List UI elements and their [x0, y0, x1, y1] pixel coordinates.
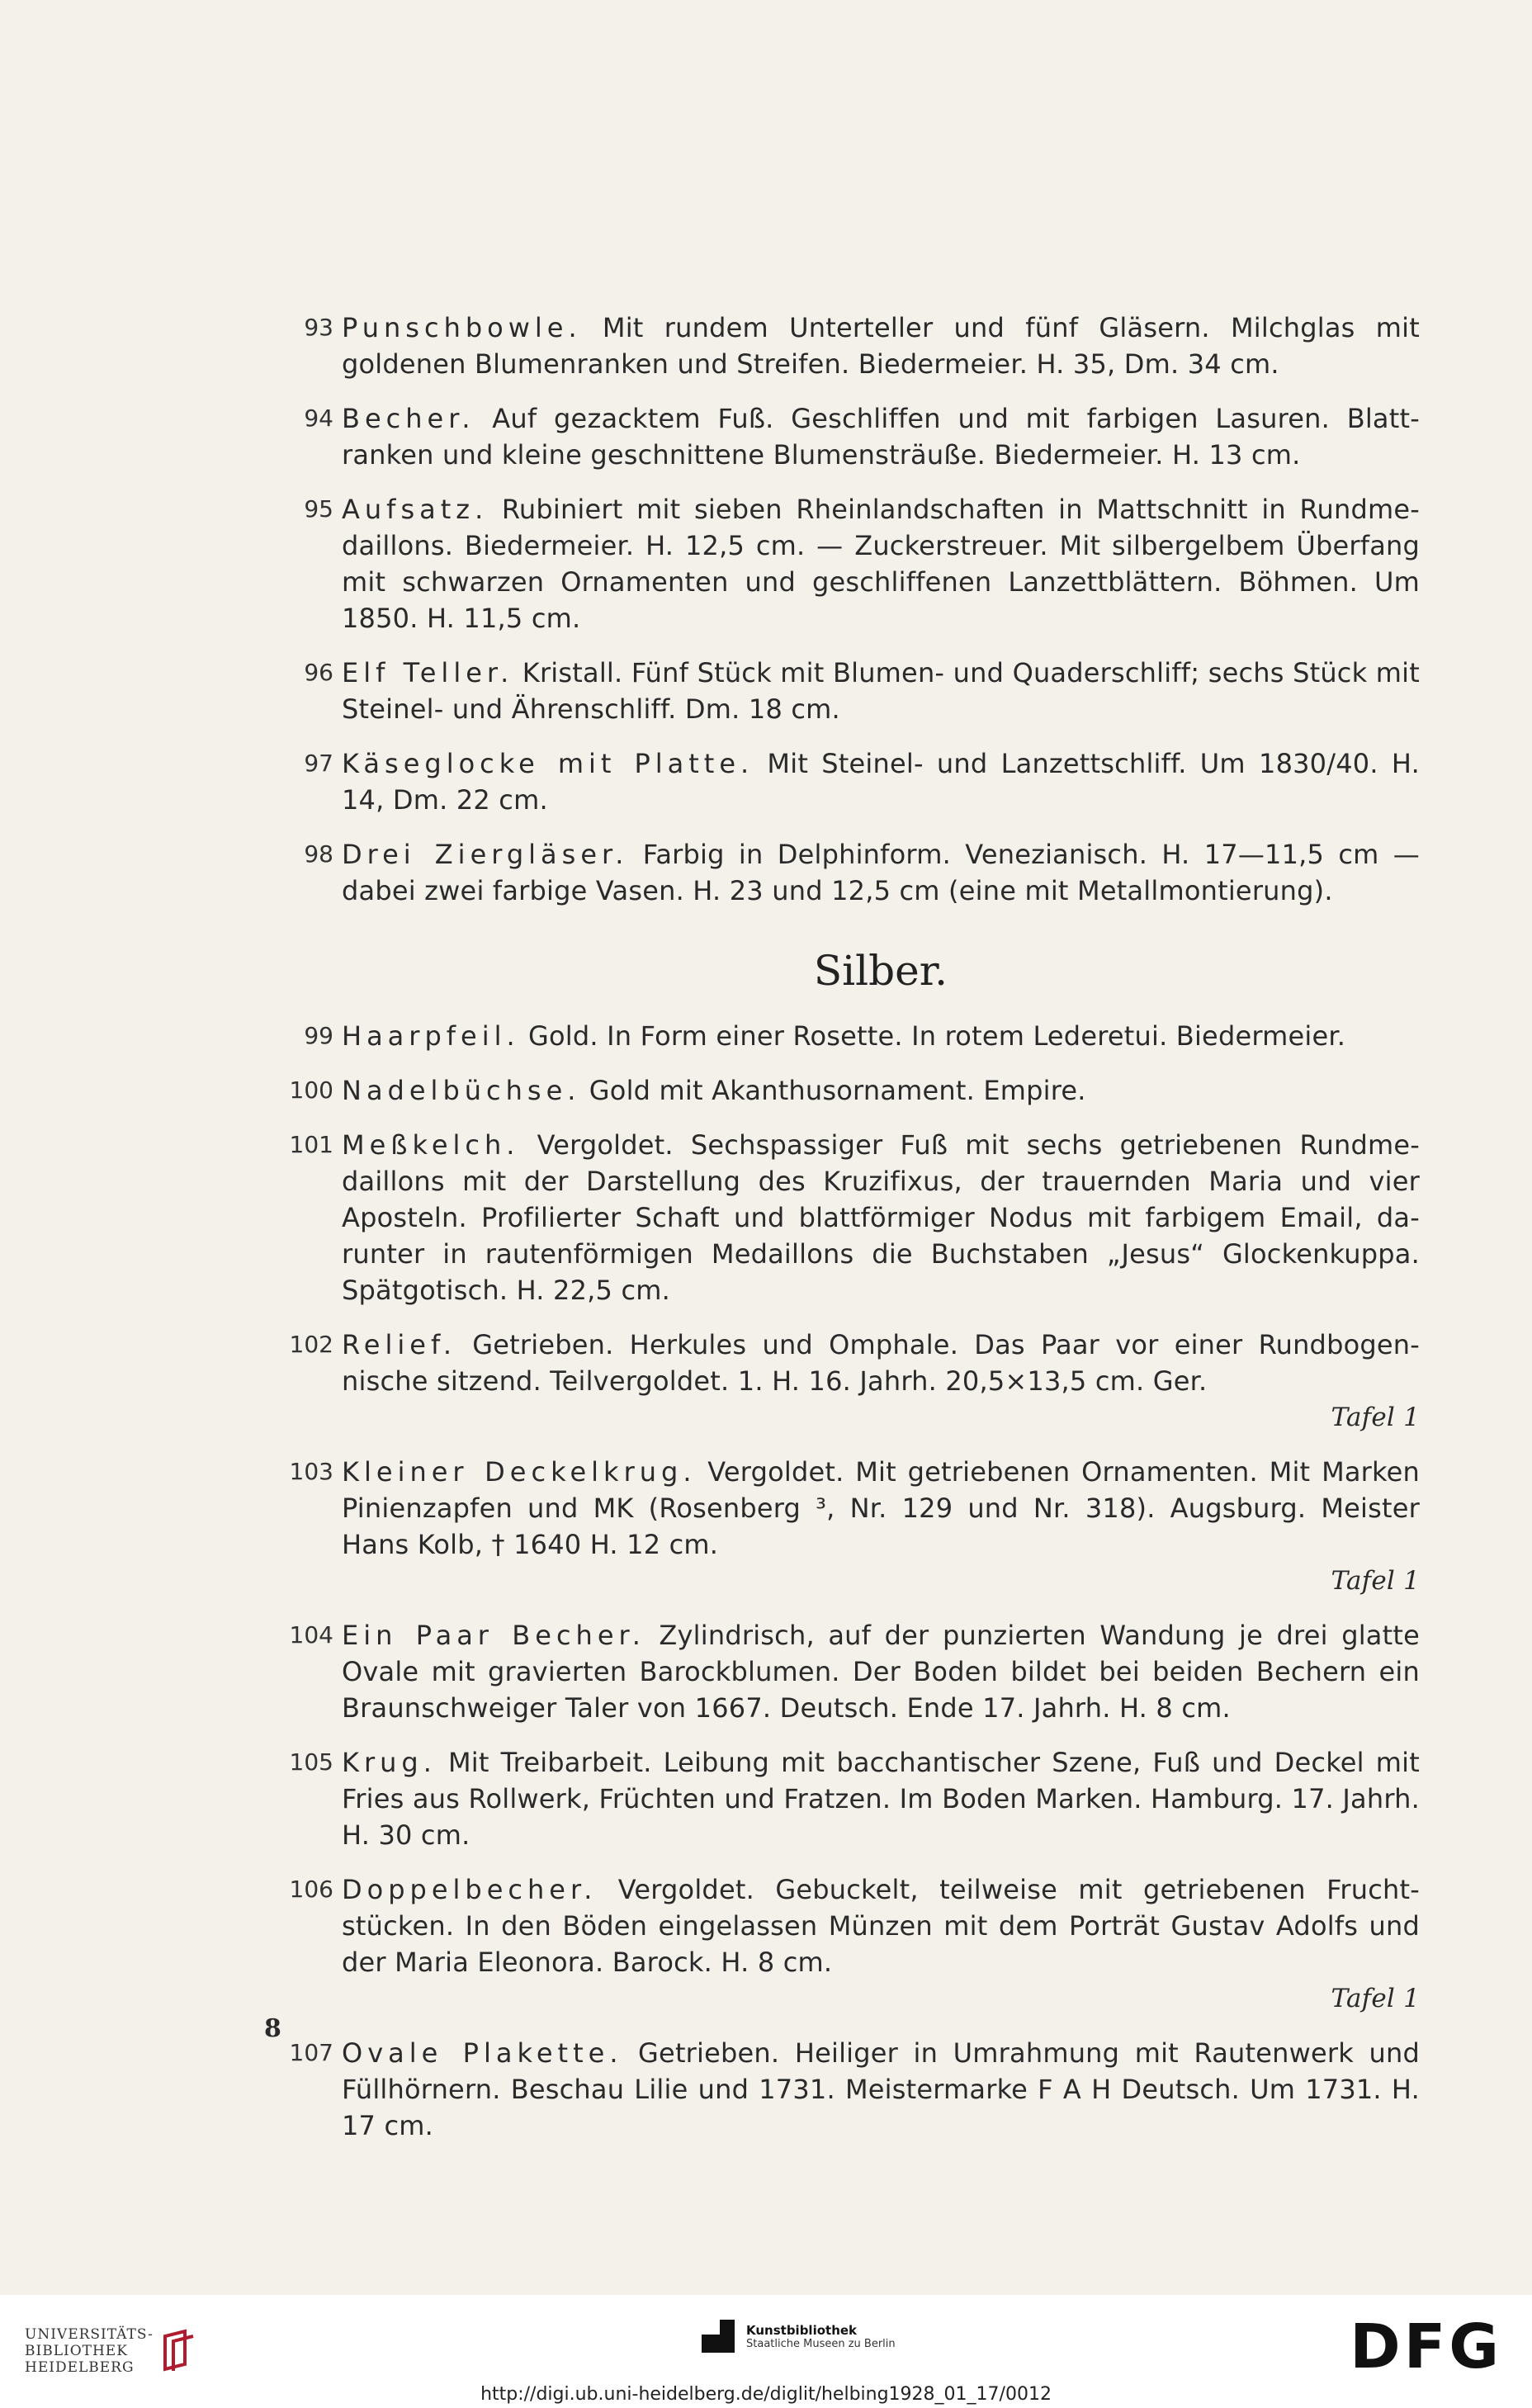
- entry-text: [342, 2035, 1420, 2144]
- dfg-logo[interactable]: DFG: [1350, 2311, 1502, 2382]
- entry-title: Ovale Plakette.: [342, 2037, 623, 2069]
- entry-number: 94: [304, 404, 333, 432]
- entry-text: [342, 836, 1420, 909]
- plate-reference: Tafel 1: [1331, 1984, 1420, 2013]
- entry-text: [342, 1072, 1420, 1109]
- entry-description: Farbig in Delphinform. Venezianisch. H. 17—11,5 cm — dabei zwei farbige Vasen. H. 23 und 12,5 cm (eine mit Metallmontierung).: [342, 839, 1421, 906]
- plate-reference: Tafel 1: [1331, 1566, 1420, 1596]
- entry-number: 100: [289, 1076, 333, 1104]
- entry-text: [342, 1617, 1420, 1726]
- entry-number: 99: [304, 1022, 333, 1049]
- entry-number: 103: [289, 1458, 333, 1485]
- entry-description: Gold. In Form einer Rosette. In rotem Lederetui. Biedermeier.: [519, 1020, 1346, 1052]
- entry-number: 102: [289, 1331, 333, 1358]
- catalog-entry: [281, 1454, 1420, 1599]
- entry-title: Aufsatz.: [342, 494, 489, 525]
- entry-title: Elf Teller.: [342, 657, 514, 688]
- entry-text: [342, 1871, 1420, 2017]
- entry-description: Getrieben. Heiliger in Umrahmung mit Rautenwerk und Füllhörnern. Beschau Lilie und 1731. Meistermarke F A H Deutsch. Um 1731. H. 17 cm.: [342, 2037, 1420, 2141]
- entry-title: Kleiner Deckelkrug.: [342, 1456, 697, 1488]
- entry-title: Käseglocke mit Platte.: [342, 748, 754, 779]
- entry-text: [342, 1454, 1420, 1599]
- catalog-entry: [281, 400, 1420, 473]
- entry-description: Auf gezacktem Fuß. Geschliffen und mit farbigen Lasuren. Blatt-ranken und kleine geschnittene Blumensträuße. Biedermeier. H. 13 cm.: [342, 403, 1420, 471]
- entry-text: [342, 400, 1420, 473]
- entry-title: Haarpfeil.: [342, 1020, 520, 1052]
- entry-description: Zylindrisch, auf der punzierten Wandung je drei glatte Ovale mit gravierten Barockblumen. Der Boden bildet bei beiden Bechern ein Braunschweiger Taler von 1667. Deutsch. Ende 17. Jahrh. H. 8 cm.: [342, 1620, 1420, 1724]
- entry-title: Becher.: [342, 403, 475, 434]
- entry-number: 101: [289, 1131, 333, 1158]
- catalog-entry: [281, 1744, 1420, 1853]
- catalog-entry: [281, 1871, 1420, 2017]
- entry-text: [342, 655, 1420, 727]
- footer-bar: [0, 2295, 1532, 2408]
- entry-description: Vergoldet. Mit getriebenen Ornamenten. Mit Marken Pinienzapfen und MK (Rosenberg ³, Nr. 129 und Nr. 318). Augsburg. Meister Hans Kolb, † 1640 H. 12 cm.: [342, 1456, 1421, 1560]
- page-number: 8: [264, 2014, 281, 2043]
- catalog-entry: [281, 1127, 1420, 1308]
- entry-title: Drei Ziergläser.: [342, 839, 629, 870]
- ub-heidelberg-logo[interactable]: [25, 2326, 196, 2376]
- entry-title: Ein Paar Becher.: [342, 1620, 645, 1651]
- entry-text: [342, 1127, 1420, 1308]
- entry-title: Meßkelch.: [342, 1129, 520, 1161]
- entry-description: Mit rundem Unterteller und fünf Gläsern. Milchglas mit goldenen Blumenranken und Streifen. Biedermeier. H. 35, Dm. 34 cm.: [342, 312, 1420, 380]
- kunstbibliothek-icon: [702, 2320, 735, 2353]
- entry-text: [342, 1327, 1420, 1436]
- entry-text: [342, 491, 1420, 636]
- source-url[interactable]: http://digi.ub.uni-heidelberg.de/diglit/helbing1928_01_17/0012: [480, 2384, 1052, 2405]
- entry-description: Vergoldet. Gebuckelt, teilweise mit getriebenen Frucht-stücken. In den Böden eingelassen Münzen mit dem Porträt Gustav Adolfs und der Maria Eleonora. Barock. H. 8 cm.: [342, 1874, 1420, 1978]
- catalog-entry: [281, 1072, 1420, 1109]
- entry-title: Nadelbüchse.: [342, 1075, 581, 1106]
- silver-entries: [281, 1018, 1420, 2144]
- entry-description: Gold mit Akanthusornament. Empire.: [580, 1075, 1086, 1106]
- entry-number: 104: [289, 1621, 333, 1649]
- entry-text: [342, 310, 1420, 382]
- entry-number: 107: [289, 2039, 333, 2066]
- plate-reference: Tafel 1: [1331, 1403, 1420, 1432]
- entry-text: [342, 1744, 1420, 1853]
- entry-title: Punschbowle.: [342, 312, 582, 343]
- entry-number: 98: [304, 840, 333, 868]
- entry-description: Kristall. Fünf Stück mit Blumen- und Quaderschliff; sechs Stück mit Steinel- und Ährenschliff. Dm. 18 cm.: [342, 657, 1420, 725]
- entry-description: Getrieben. Herkules und Omphale. Das Paar vor einer Rundbogen-nische sitzend. Teilvergoldet. 1. H. 16. Jahrh. 20,5×13,5 cm. Ger.: [342, 1329, 1420, 1397]
- catalog-entry: [281, 1617, 1420, 1726]
- entry-number: 105: [289, 1748, 333, 1776]
- entry-title: Relief.: [342, 1329, 457, 1360]
- catalog-entry: [281, 491, 1420, 636]
- catalog-entry: [281, 745, 1420, 818]
- entry-text: [342, 1018, 1420, 1054]
- glass-entries: [281, 310, 1420, 909]
- entry-description: Vergoldet. Sechspassiger Fuß mit sechs getriebenen Rundme-daillons mit der Darstellung des Kruzifixus, der trauernden Maria und vier Aposteln. Profilierter Schaft und blattförmiger Nodus mit farbigem Email, da-runter in rautenförmigen Medaillons die Buchstaben „Jesus“ Glockenkuppa. Spätgotisch. H. 22,5 cm.: [342, 1129, 1420, 1306]
- entry-title: Doppelbecher.: [342, 1874, 598, 1905]
- catalog-entries: [281, 310, 1420, 2162]
- catalog-entry: [281, 1327, 1420, 1436]
- ub-logo-text: UNIVERSITÄTS- BIBLIOTHEK HEIDELBERG: [25, 2326, 154, 2376]
- catalog-entry: [281, 310, 1420, 382]
- entry-number: 96: [304, 659, 333, 686]
- entry-number: 93: [304, 314, 333, 341]
- entry-description: Rubiniert mit sieben Rheinlandschaften in Mattschnitt in Rundme-daillons. Biedermeier. H. 12,5 cm. — Zuckerstreuer. Mit silbergelbem Überfang mit schwarzen Ornamenten und geschliffenen Lanzettblättern. Böhmen. Um 1850. H. 11,5 cm.: [342, 494, 1420, 634]
- entry-description: Mit Steinel- und Lanzettschliff. Um 1830/40. H. 14, Dm. 22 cm.: [342, 748, 1420, 816]
- catalog-entry: [281, 2035, 1420, 2144]
- section-heading-silber: Silber.: [813, 947, 948, 995]
- catalog-entry: [281, 1018, 1420, 1054]
- entry-description: Mit Treibarbeit. Leibung mit bacchantischer Szene, Fuß und Deckel mit Fries aus Rollwerk, Früchten und Fratzen. Im Boden Marken. Hamburg. 17. Jahrh. H. 30 cm.: [342, 1747, 1420, 1851]
- entry-text: [342, 745, 1420, 818]
- ub-emblem-icon: [160, 2328, 196, 2374]
- catalog-entry: [281, 655, 1420, 727]
- entry-number: 95: [304, 495, 333, 523]
- catalog-entry: [281, 836, 1420, 909]
- entry-number: 97: [304, 750, 333, 777]
- entry-title: Krug.: [342, 1747, 437, 1778]
- entry-number: 106: [289, 1876, 333, 1903]
- kunstbibliothek-logo[interactable]: Kunstbibliothek Staatliche Museen zu Berlin: [702, 2320, 896, 2353]
